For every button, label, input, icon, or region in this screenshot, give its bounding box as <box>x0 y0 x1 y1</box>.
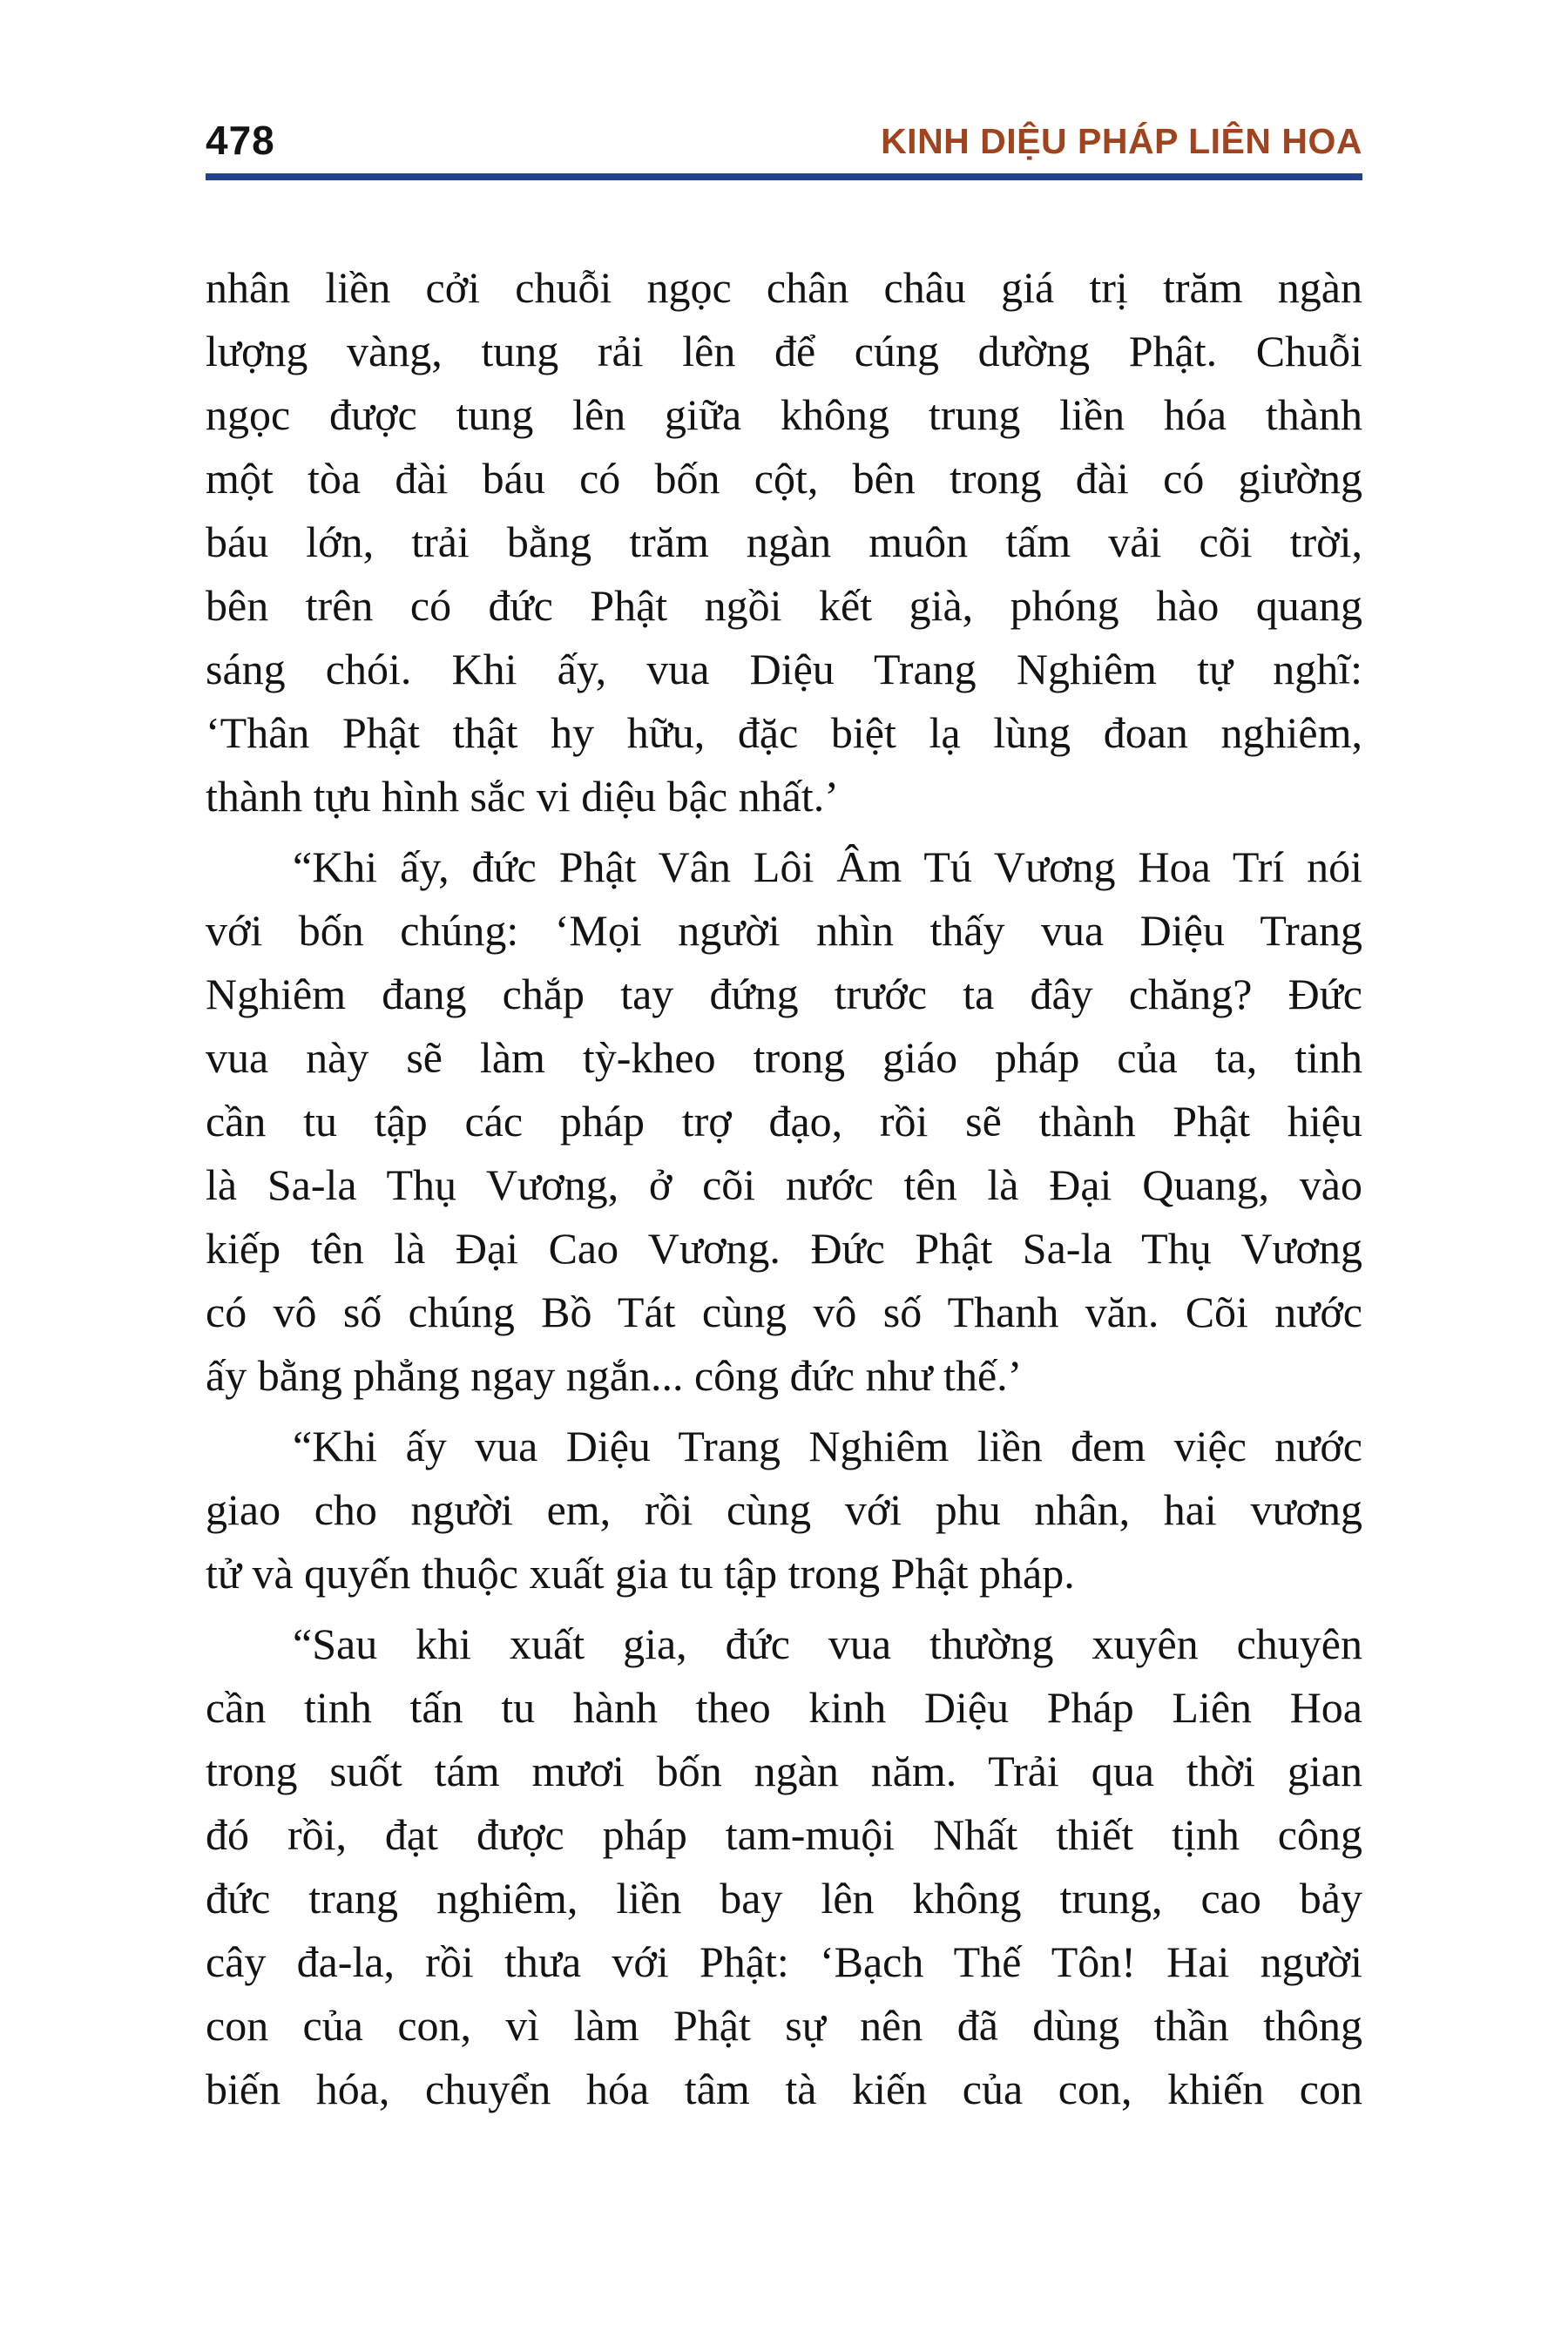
paragraph <box>206 835 1362 1408</box>
text-line: cây đa-la, rồi thưa với Phật: ‘Bạch Thế Tôn! Hai người <box>206 1937 1362 1986</box>
text-line: biến hóa, chuyển hóa tâm tà kiến của con, khiến con <box>206 2065 1362 2113</box>
paragraph <box>206 256 1362 828</box>
text-line: kiếp tên là Đại Cao Vương. Đức Phật Sa-la Thụ Vương <box>206 1224 1362 1273</box>
text-line: Nghiêm đang chắp tay đứng trước ta đây chăng? Đức <box>206 970 1362 1018</box>
text-line: giao cho người em, rồi cùng với phu nhân, hai vương <box>206 1485 1362 1534</box>
text-line: báu lớn, trải bằng trăm ngàn muôn tấm vải cõi trời, <box>206 517 1362 566</box>
text-line: thành tựu hình sắc vi diệu bậc nhất.’ <box>206 772 839 821</box>
text-line: ấy bằng phẳng ngay ngắn... công đức như thế.’ <box>206 1351 1023 1400</box>
header-rule <box>206 173 1362 180</box>
page-number: 478 <box>206 118 275 163</box>
text-line: “Sau khi xuất gia, đức vua thường xuyên chuyên <box>293 1619 1362 1668</box>
text-line: ngọc được tung lên giữa không trung liền hóa thành <box>206 390 1362 439</box>
text-line: sáng chói. Khi ấy, vua Diệu Trang Nghiêm tự nghĩ: <box>206 645 1362 693</box>
running-title: KINH DIỆU PHÁP LIÊN HOA <box>881 120 1362 161</box>
body-text <box>206 256 1362 2128</box>
paragraph <box>206 1612 1362 2121</box>
text-line: vua này sẽ làm tỳ-kheo trong giáo pháp của ta, tinh <box>206 1033 1362 1082</box>
text-line: là Sa-la Thụ Vương, ở cõi nước tên là Đại Quang, vào <box>206 1160 1362 1209</box>
text-line: bên trên có đức Phật ngồi kết già, phóng hào quang <box>206 581 1362 630</box>
paragraph <box>206 1415 1362 1605</box>
text-line: nhân liền cởi chuỗi ngọc chân châu giá trị trăm ngàn <box>206 263 1362 312</box>
text-line: cần tinh tấn tu hành theo kinh Diệu Pháp Liên Hoa <box>206 1683 1362 1732</box>
text-line: ‘Thân Phật thật hy hữu, đặc biệt lạ lùng đoan nghiêm, <box>206 708 1362 757</box>
text-line: “Khi ấy vua Diệu Trang Nghiêm liền đem việc nước <box>293 1422 1362 1470</box>
text-line: lượng vàng, tung rải lên để cúng dường Phật. Chuỗi <box>206 327 1362 375</box>
text-line: đức trang nghiêm, liền bay lên không trung, cao bảy <box>206 1874 1362 1923</box>
text-line: một tòa đài báu có bốn cột, bên trong đài có giường <box>206 454 1362 503</box>
text-line: cần tu tập các pháp trợ đạo, rồi sẽ thành Phật hiệu <box>206 1097 1362 1146</box>
text-line: với bốn chúng: ‘Mọi người nhìn thấy vua Diệu Trang <box>206 906 1362 955</box>
text-line: đó rồi, đạt được pháp tam-muội Nhất thiết tịnh công <box>206 1810 1362 1859</box>
text-line: con của con, vì làm Phật sự nên đã dùng thần thông <box>206 2001 1362 2050</box>
page-header <box>206 118 1362 163</box>
text-line: có vô số chúng Bồ Tát cùng vô số Thanh văn. Cõi nước <box>206 1288 1362 1336</box>
text-line: “Khi ấy, đức Phật Vân Lôi Âm Tú Vương Hoa Trí nói <box>293 842 1362 891</box>
text-line: tử và quyến thuộc xuất gia tu tập trong Phật pháp. <box>206 1549 1075 1598</box>
text-line: trong suốt tám mươi bốn ngàn năm. Trải qua thời gian <box>206 1747 1362 1795</box>
